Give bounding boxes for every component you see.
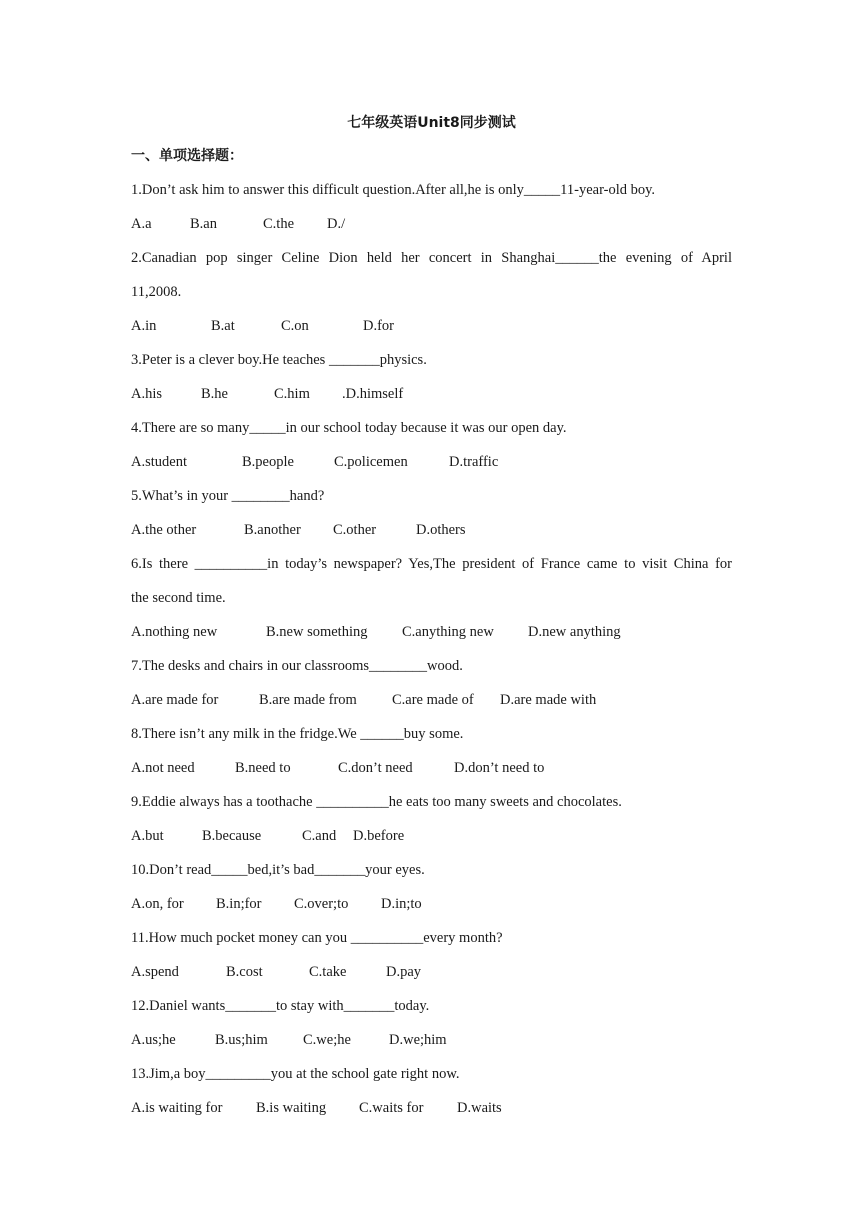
option-d: D.traffic bbox=[449, 454, 499, 470]
option-row bbox=[131, 309, 732, 343]
option-a: A.spend bbox=[131, 964, 179, 980]
option-c: C.the bbox=[263, 216, 295, 232]
question bbox=[131, 411, 732, 479]
question-text: 1.Don’t ask him to answer this difficult question.After all,he is only_____11-year-old boy. bbox=[131, 182, 656, 198]
option-b: B.at bbox=[211, 318, 235, 334]
option-c: C.and bbox=[302, 828, 337, 844]
question bbox=[131, 1057, 732, 1125]
option-row bbox=[131, 1023, 732, 1057]
question-text: 2.Canadian pop singer Celine Dion held her concert in Shanghai______the evening of April bbox=[131, 250, 732, 266]
option-d: D.before bbox=[353, 828, 405, 844]
option-d: D./ bbox=[327, 216, 346, 232]
question-text: 7.The desks and chairs in our classrooms________wood. bbox=[131, 658, 463, 674]
option-b: B.because bbox=[202, 828, 262, 844]
option-c: C.policemen bbox=[334, 454, 408, 470]
option-a: A.are made for bbox=[131, 692, 219, 708]
section-heading: 一、单项选择题： bbox=[131, 148, 243, 164]
option-d: D.pay bbox=[386, 964, 422, 980]
option-b: B.he bbox=[201, 386, 228, 402]
option-b: B.another bbox=[244, 522, 301, 538]
option-d: D.we;him bbox=[389, 1032, 447, 1048]
option-b: B.cost bbox=[226, 964, 263, 980]
question-text-continued: the second time. bbox=[131, 590, 226, 606]
option-c: C.are made of bbox=[392, 692, 474, 708]
option-c: C.we;he bbox=[303, 1032, 351, 1048]
option-c: C.over;to bbox=[294, 896, 349, 912]
option-b: B.is waiting bbox=[256, 1100, 327, 1116]
question-text: 4.There are so many_____in our school today because it was our open day. bbox=[131, 420, 567, 436]
question-text: 6.Is there __________in today’s newspaper? Yes,The president of France came to visit China for bbox=[131, 556, 732, 572]
option-d: D.in;to bbox=[381, 896, 422, 912]
option-a: A.a bbox=[131, 216, 152, 232]
option-b: B.need to bbox=[235, 760, 291, 776]
option-b: B.people bbox=[242, 454, 294, 470]
question-text: 10.Don’t read_____bed,it’s bad_______your eyes. bbox=[131, 862, 425, 878]
option-d: D.don’t need to bbox=[454, 760, 545, 776]
question-text: 9.Eddie always has a toothache __________he eats too many sweets and chocolates. bbox=[131, 794, 622, 810]
document-content bbox=[131, 111, 732, 1125]
question-text: 12.Daniel wants_______to stay with_______today. bbox=[131, 998, 430, 1014]
option-a: A.on, for bbox=[131, 896, 184, 912]
option-c: C.waits for bbox=[359, 1100, 424, 1116]
option-c: C.take bbox=[309, 964, 347, 980]
option-row bbox=[131, 683, 732, 717]
question bbox=[131, 547, 732, 649]
question-text: 3.Peter is a clever boy.He teaches _______physics. bbox=[131, 352, 427, 368]
option-row bbox=[131, 445, 732, 479]
question bbox=[131, 785, 732, 853]
question bbox=[131, 717, 732, 785]
option-a: A.student bbox=[131, 454, 187, 470]
option-d: .D.himself bbox=[342, 386, 404, 402]
option-d: D.are made with bbox=[500, 692, 597, 708]
option-d: D.new anything bbox=[528, 624, 621, 640]
option-a: A.but bbox=[131, 828, 164, 844]
option-row bbox=[131, 1091, 732, 1125]
option-row bbox=[131, 819, 732, 853]
question-text: 13.Jim,a boy_________you at the school gate right now. bbox=[131, 1066, 460, 1082]
option-row bbox=[131, 955, 732, 989]
option-a: A.not need bbox=[131, 760, 195, 776]
question-text-continued: 11,2008. bbox=[131, 284, 182, 300]
question bbox=[131, 173, 732, 241]
question-text: 5.What’s in your ________hand? bbox=[131, 488, 325, 504]
option-d: D.for bbox=[363, 318, 395, 334]
question bbox=[131, 649, 732, 717]
option-c: C.other bbox=[333, 522, 377, 538]
option-c: C.on bbox=[281, 318, 309, 334]
option-row bbox=[131, 377, 732, 411]
option-d: D.others bbox=[416, 522, 466, 538]
option-a: A.the other bbox=[131, 522, 197, 538]
option-row bbox=[131, 207, 732, 241]
option-row bbox=[131, 751, 732, 785]
option-a: A.us;he bbox=[131, 1032, 176, 1048]
option-a: A.nothing new bbox=[131, 624, 218, 640]
option-b: B.are made from bbox=[259, 692, 357, 708]
option-a: A.in bbox=[131, 318, 157, 334]
option-b: B.an bbox=[190, 216, 217, 232]
option-b: B.new something bbox=[266, 624, 368, 640]
question bbox=[131, 241, 732, 343]
option-c: C.don’t need bbox=[338, 760, 413, 776]
question bbox=[131, 479, 732, 547]
option-d: D.waits bbox=[457, 1100, 502, 1116]
document-title: 七年级英语Unit8同步测试 bbox=[347, 115, 516, 131]
question-text: 11.How much pocket money can you __________every month? bbox=[131, 930, 503, 946]
option-row bbox=[131, 887, 732, 921]
option-row bbox=[131, 513, 732, 547]
option-c: C.him bbox=[274, 386, 310, 402]
option-c: C.anything new bbox=[402, 624, 494, 640]
question bbox=[131, 989, 732, 1057]
question bbox=[131, 343, 732, 411]
option-a: A.is waiting for bbox=[131, 1100, 223, 1116]
question bbox=[131, 853, 732, 921]
question-text: 8.There isn’t any milk in the fridge.We ______buy some. bbox=[131, 726, 464, 742]
option-row bbox=[131, 615, 732, 649]
option-b: B.us;him bbox=[215, 1032, 268, 1048]
option-b: B.in;for bbox=[216, 896, 262, 912]
option-a: A.his bbox=[131, 386, 163, 402]
question bbox=[131, 921, 732, 989]
